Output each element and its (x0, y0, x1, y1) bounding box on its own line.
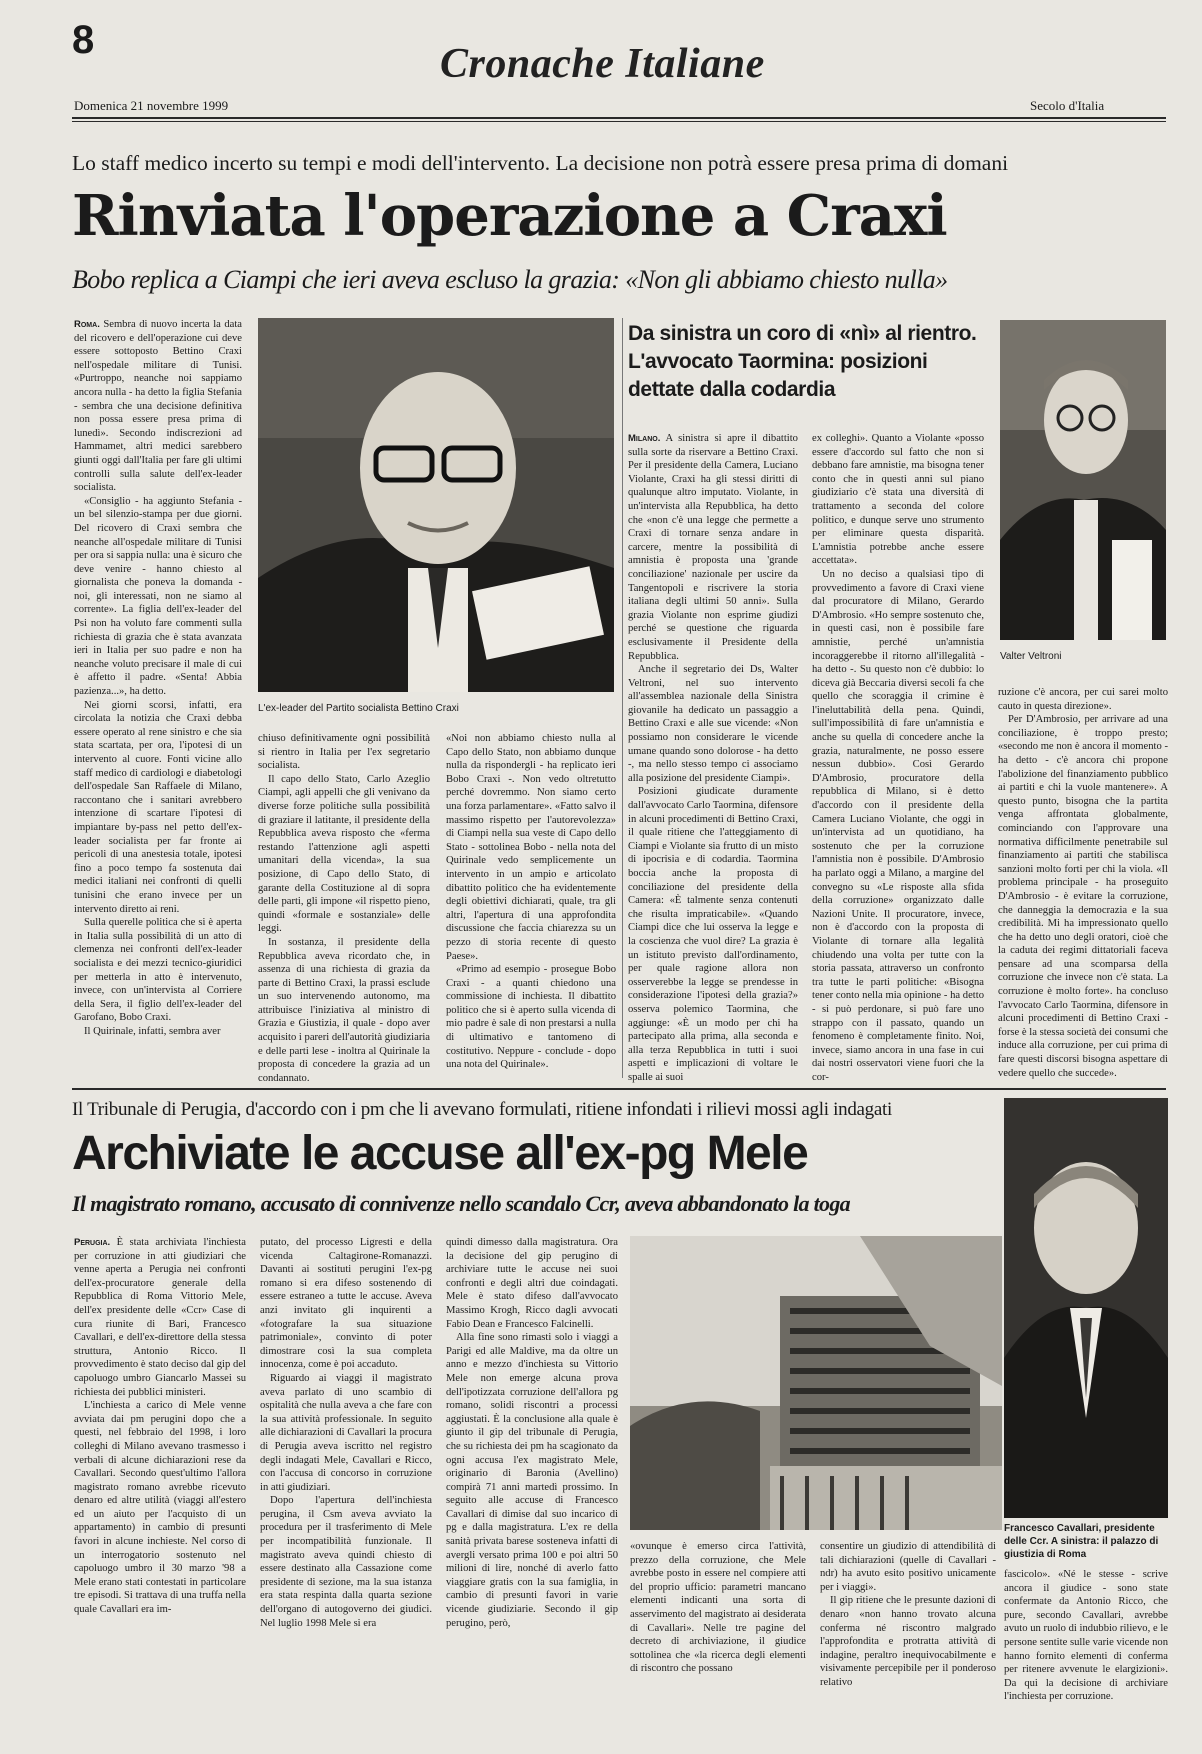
article3-subheadline: Il magistrato romano, accusato di connivenze nello scandalo Ccr, aveva abbandonato la toga (72, 1191, 850, 1216)
veltroni-photo (1000, 320, 1166, 640)
article1-headline: Rinviata l'operazione a Craxi (72, 183, 947, 249)
article1-col1-p2: «Consiglio - ha aggiunto Stefania - un bel silenzio-stampa per due giorni. Del ricovero di Craxi sembra che neanche all'ospedale militare di Tunisi per ora si sappia nulla: una è sicuro che deve venire - hanno chiesto al giornalista che poneva la domanda - noi, gli interessati, non ne siamo al corrente». La figlia dell'ex-leader del Psi non ha voluto fare commenti sulla richiesta di grazia che è stata avanzata ieri in Italia per suo padre e non ha neanche voluto precisare il male di cui è affetto il padre. «Senta! Abbia pazienza...», ha detto. (74, 495, 242, 698)
cavallari-portrait-image (1004, 1098, 1168, 1518)
article2-dateline: Milano. (628, 433, 661, 444)
section-title: Cronache Italiane (440, 41, 765, 87)
craxi-portrait-image (258, 318, 614, 692)
article1-col1-p3: Nei giorni scorsi, infatti, era circolata la notizia che Craxi debba essere operato al rene sinistro e che sia stata scartata, per ora, l'ipotesi di un intervento al cuore. Fonti vicine allo staff medico di cardiologi e diabetologi dell'ospedale San Raffaele di Milano, raccontano che i sanitari avrebbero intenzione di scartare l'ipotesi di impiantare by-pass nel petto dell'ex-leader socialista per far fronte ai pericoli di una anestesia totale, ipotesi fino a poco tempo fa sostenuta dai medici italiani nei confronti di quelli tunisini che erano invece per un intervento diretto ai reni. (74, 699, 242, 915)
article3-headline: Archiviate le accuse all'ex-pg Mele (72, 1127, 808, 1180)
column-divider (622, 318, 623, 1078)
veltroni-portrait-image (1000, 320, 1166, 640)
issue-date: Domenica 21 novembre 1999 (74, 98, 229, 113)
article2-column-2 (812, 432, 984, 1083)
craxi-photo-caption: L'ex-leader del Partito socialista Bettino Craxi (258, 703, 459, 714)
article2-headline: Da sinistra un coro di «nì» al rientro. L'avvocato Taormina: posizioni dettate dalla codardia (628, 322, 977, 401)
article3-col1-p1: È stata archiviata l'inchiesta per corruzione in atti giudiziari che venne aperta a Perugia nei confronti dell'ex-procuratore generale della Repubblica di Roma Vittorio Mele, dell'ex presidente delle «Ccr» Case di cura riunite di Bari, Francesco Cavallari, e dell'ex-direttore della stessa struttura, Antonio Ricco. Il provvedimento è stato deciso dal gip del capoluogo umbro Giancarlo Massei su richiesta dei pubblici ministeri. (74, 1237, 247, 1398)
article2-col1-p3: Posizioni giudicate duramente dall'avvocato Carlo Taormina, difensore in alcuni procedimenti di Bettino Craxi, il quale ritiene che l'atteggiamento di Ciampi e Violante sia frutto di un misto di ipocrisia e di codardia. Taormina boccia anche la proposta di conciliazione del presidente della Camera: «È talmente senza contenuti che risulta impraticabile». «Quando Ciampi dice che lui osserva la legge e la coscienza che vuol dire? La grazia è un istituto previsto dall'ordinamento, per quale ragione allora non osserverebbe la legge se prendesse in considerazione l'ipotesi della grazia?» osserva polemico Taormina, che aggiunge: «È un modo per chi ha partecipato alla prima, alla seconda e alla terza Repubblica in tutti i suoi aspetti e implicazioni di voltare le spalle ai suoi (628, 786, 798, 1083)
article3-col3-p2: Alla fine sono rimasti solo i viaggi a Parigi ed alle Maldive, ma da oltre un anno e mezzo d'inchiesta su Vittorio Mele non emerge alcuna prova dell'ipotizzata corruzione dell'allora pg romano, solidi riscontri a processi aggiustati. È la conclusione alla quale è giunto il gip del tribunale di Perugia, che su richiesta dei pm ha scagionato da ogni accusa l'ex magistrato Mele, originario di Baronia (Avellino) compirà 71 anni martedì prossimo. In seguito alle accuse di Francesco Cavallari di dimise dal suo incarico di pg e dalla magistratura. L'ex re della sanità privata barese sosteneva infatti di avergli versato prima 100 e poi altri 50 milioni di lire, nonché di averlo fatto viaggiare gratis con la sua famiglia, in cambio di presunti favori in varie vicende giudiziarie. Secondo il gip perugino, però, (446, 1332, 618, 1629)
article1-col1-p1: Sembra di nuovo incerta la data del ricovero e dell'operazione cui deve essere sottoposto Bettino Craxi nell'ospedale militare di Tunisi. «Purtroppo, neanche noi sappiamo ancora nulla - ha detto la figlia Stefania - sembra che una decisione definitiva non possa essere presa prima di lunedì». Secondo indiscrezioni ad Hammamet, altri medici sarebbero giunti oggi dall'Italia per fare gli ultimi controlli sulla salute dell'ex-leader socialista. (74, 319, 242, 494)
article2-col2-p1: ex colleghi». Quanto a Violante «posso essere d'accordo sul fatto che non si debbano fare amnistie, ma bisogna tener conto che in questi anni sul piano giudiziario c'è stata una diversità di trattamento a seconda del colore politico, e dunque serve uno strumento per eliminare questa disparità. L'amnistia potrebbe anche essere accettata». (812, 433, 984, 567)
article3-column-6 (1004, 1568, 1168, 1746)
article3-col2-p3: Dopo l'apertura dell'inchiesta perugina, il Csm aveva avviato la procedura per il trasferimento di Mele per incompatibilità funzionale. Il magistrato aveva quindi chiesto di essere destinato alla Cassazione come presidente di sezione, ma la sua istanza era stata respinta dalla quarta sezione dell'organo di autogoverno dei giudici. Nel luglio 1998 Mele si era (260, 1495, 432, 1629)
article1-col2-p1: chiuso definitivamente ogni possibilità si rientro in Italia per l'ex segretario socialista. (258, 733, 430, 772)
article3-column-2 (260, 1236, 432, 1746)
article1-column-1 (74, 318, 242, 1078)
article3-col2-p1: putato, del processo Ligresti e della vicenda Caltagirone-Romanazzi. Davanti ai sostituti perugini l'ex-pg romano si era difeso sostenendo di essere estraneo a tutte le accuse. Aveva anzi invitato gli inquirenti a «fotografare la sua situazione patrimoniale», convinto di poter dimostrare così la sua completa innocenza, come è poi accaduto. (260, 1237, 432, 1371)
article2-column-1 (628, 432, 798, 1083)
article2-col3-p2: Per D'Ambrosio, per arrivare ad una conciliazione, è troppo presto; «secondo me non è ancora il momento - ha detto - c'è ancora chi propone l'abolizione del finanziamento pubblico ai partiti e chi la vuole mantenere». A questo punto, bisogna che la partita venga affrontata globalmente, cominciando con l'approvare una normativa difficilmente penetrabile sul finanziamento ai partiti che stabilisca sanzioni molto forti per chi la viola. «Il problema principale - ha proseguito D'Ambrosio - è evitare la corruzione, che danneggia la democrazia e la sua credibilità. Mi ha impressionato quello che ha detto uno degli oratori, cioè che la caduta dei regimi dittatoriali faceva pensare ad una scomparsa della corruzione che invece non c'è stata. La corruzione è molto forte». ha concluso l'avvocato Carlo Taormina, difensore in alcuni procedimenti di Bettino Craxi - forse è la stessa società dei consumi che induce alla corruzione, per cui prima di fare questi discorsi bisogna aspettare di vedere quello che succede». (998, 714, 1168, 1079)
article2-column-3 (998, 686, 1168, 1078)
article3-column-3 (446, 1236, 618, 1746)
article1-col3-p2: «Primo ad esempio - prosegue Bobo Craxi - a quanti chiedono una commissione di inchiesta. Il dibattito politico che si è aperto sulla vicenda di mio padre è sale di non prestarsi a nulla di ultimativo e tantomeno di costitutivo. Neppure - conclude - dopo una nota del Quirinale». (446, 964, 616, 1071)
page-number: 8 (72, 18, 95, 62)
article3-column-4 (630, 1540, 806, 1746)
cavallari-photo-caption: Francesco Cavallari, presidente delle Ccr. A sinistra: il palazzo di giustizia di Roma (1004, 1523, 1159, 1560)
article3-col4-p1: «ovunque è emerso circa l'attività, prezzo della corruzione, che Mele avrebbe posto in essere nel compiere atti del proprio ufficio: parametri mancano elementi indicanti una sorta di asservimento del magistrato ai desiderata di Cavallari». Nelle tre pagine del decreto di archiviazione, il giudice sottolinea che «la ricerca degli elementi di riscontro che possano (630, 1541, 806, 1675)
article3-column-1 (74, 1236, 246, 1746)
article1-col1-p5: Il Quirinale, infatti, sembra aver (84, 1025, 221, 1037)
article1-column-3 (446, 732, 616, 1078)
newspaper-name: Secolo d'Italia (1030, 98, 1105, 113)
article2-col1-p2: Anche il segretario dei Ds, Walter Veltroni, nel suo intervento all'assemblea nazionale della Sinistra giovanile ha dedicato un passaggio a Bettino Craxi e alle sue vicende: «Non possiamo non considerare le vicende umane quando sono dolorose - ha detto -, ma nello stesso tempo ci associamo alla posizione del presidente Ciampi». (628, 664, 798, 784)
article3-kicker: Il Tribunale di Perugia, d'accordo con i pm che li avevano formulati, ritiene infondati i rilievi mossi agli indagati (72, 1099, 892, 1120)
article3-col5-p1: consentire un giudizio di attendibilità di tali dichiarazioni (quelle di Cavallari - ndr) ha avuto esito positivo unicamente per i viaggi». (820, 1541, 996, 1593)
masthead-rule (72, 117, 1166, 119)
article2-col1-p1: A sinistra si apre il dibattito sulla sorte da riservare a Bettino Craxi. Per il presidente della Camera, Luciano Violante, Craxi ha gli stessi diritti di qualunque altro imputato. Violante, in un'intervista alla Repubblica, ha detto che «non c'è una legge che permette a Craxi di tornare senza andare in carcere, mentre la possibilità di amnistia è proposta una 'grande conciliazione' nazionale per uscire da Tangentopoli e riscrivere la storia italiana degli ultimi 50 anni». Sulla grazia Violante non esprime giudizi perché se questione che riguarda esclusivamente il Presidente della Repubblica. (628, 433, 798, 662)
article3-col1-p2: L'inchiesta a carico di Mele venne avviata dai pm perugini dopo che a questi, nel febbraio del 1998, i loro colleghi di Milano avevano trasmesso i verbali di alcune dichiarazioni rese da Cavallari. Secondo quest'ultimo l'allora magistrato romano avrebbe ricevuto denaro ed altre utilità (viaggi all'estero ed un aiuto per l'acquisto di un appartamento) in cambio di presunti favori in alcune inchieste. Nel corso di un interrogatorio sostenuto nel capoluogo umbro il 30 marzo '98 a Mele erano stati contestati in particolare tre episodi. Si trattava di una truffa nella quale Cavallari era im- (74, 1400, 246, 1616)
palace-photo (630, 1236, 1002, 1530)
cavallari-photo (1004, 1098, 1168, 1518)
article2-col3-p1: ruzione c'è ancora, per cui sarei molto cauto in questa direzione». (998, 687, 1168, 712)
article1-col2-p3: In sostanza, il presidente della Repubblica aveva ricordato che, in assenza di una richiesta di grazia da parte di Bettino Craxi, la prassi esclude un suo intervenendo autonomo, ma attribuisce l'iniziativa al ministro di Grazia e Giustizia, il quale - dopo aver acquisito i pareri dell'autorità giudiziaria e delle parti lese - inoltra al Quirinale la proposta di concedere la grazia ad un condannato. (258, 936, 430, 1084)
article1-dateline: Roma. (74, 319, 100, 330)
veltroni-photo-caption: Valter Veltroni (1000, 651, 1062, 662)
article3-col2-p2: Riguardo ai viaggi il magistrato aveva parlato di uno scambio di ospitalità che nulla aveva a che fare con la sua attività professionale. In seguito alle dichiarazioni di Cavallari la procura di Perugia aveva iscritto nel registro degli indagati Mele, Cavallari e Ricco, con l'accusa di concorso in corruzione in atti giudiziari. (260, 1372, 432, 1493)
article2-col2-p2: Un no deciso a qualsiasi tipo di provvedimento a favore di Craxi viene dal procuratore di Milano, Gerardo D'Ambrosio. «Ho sempre sostenuto che, in questi casi, non è possibile fare amnistie, perché un'amnistia incoraggerebbe il ritorno all'illegalità - ha detto -. Su questo non c'è dubbio: lo diceva già Beccaria diversi secoli fa che quello che scoraggia il crimine è l'ineluttabilità della pena. Quindi, sull'impossibilità di fare un'amnistia e anche su quella di concedere anche la grazia, naturalmente, ne posso essere nessun dubbio». Così Gerardo D'Ambrosio, procuratore della repubblica di Milano, si è detto d'accordo con il presidente della Camera Luciano Violante, che oggi in un'intervista ad un quotidiano, ha sostenuto che per la corruzione l'amnistia non è possibile. D'Ambrosio ha parlato oggi a Milano, a margine del convegno su «Le risposte alla sfida della corruzione» organizzato dalle Nazioni Unite. Il procuratore, invece, non è d'accordo con la proposta di Violante di tornare alla legalità chiudendo una volta per tutte con la storia passata, attraverso un confronto tra tutte le parti politiche: «Bisogna tener conto nella mia opinione - ha detto - si può perdonare, si può fare uno strappo con il passato, quando un fenomeno è completamente finito. Noi, invece, siamo ancora in una fase in cui dai nostri osservatori viene fuori che la cor- (812, 568, 984, 1083)
article1-col1-p4: Sulla querelle politica che si è aperta in Italia sulla possibilità di un atto di clemenza nei confronti dell'ex-leader socialista e dei mezzi tecnico-giuridici per metterla in atto è intervenuto, invece, con un'intervista al Corriere della Sera, il figlio dell'ex-leader del Garofano, Bobo Craxi. (74, 917, 242, 1024)
article1-col2-p2: Il capo dello Stato, Carlo Azeglio Ciampi, agli appelli che gli venivano da diverse forze politiche sulla possibilità di graziare il latitante, il presidente della Repubblica aveva risposto che «ferma restando l'attenzione agli aspetti umanitari della vicenda», la sua posizione, di Capo dello Stato, di garante della Costituzione al di sopra delle parti, gli impone «il rispetto pieno, quindi «formale e sostanziale» delle leggi. (258, 773, 430, 935)
masthead-rule-thin (72, 121, 1166, 122)
article3-col3-p1: quindi dimesso dalla magistratura. Ora la decisione del gip perugino di archiviare tutte le accuse nei suoi confronti e degli altri due coindagati. Mele è stato difeso dall'avvocato Massimo Krogh, Ricco dagli avvocati Fabio Dean e Francesco Falcinelli. (446, 1237, 618, 1330)
article1-column-2 (258, 732, 430, 1084)
article3-col6-p1: fascicolo». «Né le stesse - scrive ancora il giudice - sono state confermate da Antonio Ricco, che pure, secondo Cavallari, avrebbe avuto un ruolo di indubbio rilievo, e le persone sentite sulle varie vicende non hanno fornito elementi di conferma per ritenere avvenute le elargizioni». Da qui la decisione di archiviare l'inchiesta per corruzione. (1004, 1569, 1168, 1703)
article1-col3-p1: «Noi non abbiamo chiesto nulla al Capo dello Stato, non abbiamo dunque nulla da rispondergli - ha replicato ieri Bobo Craxi -. Non vedo oltretutto perché dovremmo. Non siamo certo una forza parlamentare». «Fatto salvo il massimo rispetto per l'autorevolezza» di Ciampi nella sua veste di Capo dello Stato - sottolinea Bobo - nella nota del Quirinale vedo semplicemente un intervento in un ampio e articolato dibattito politico che ha evidentemente degli obiettivi dichiarati, quale, tra gli altri, l'apertura di una approfondita discussione che faccia chiarezza su un pezzo di storia recente di questo Paese». (446, 733, 616, 962)
article3-col5-p2: Il gip ritiene che le presunte dazioni di denaro «non hanno trovato alcuna conferma né riscontro malgrado l'approfondita e protratta attività di indagine, peraltro inequivocabilmente e visivamente percepibile per il ponderoso relativo (820, 1595, 996, 1688)
palace-image (630, 1236, 1002, 1530)
article1-kicker: Lo staff medico incerto su tempi e modi dell'intervento. La decisione non potrà essere presa prima di domani (72, 151, 1009, 175)
article3-dateline: Perugia. (74, 1237, 111, 1248)
section-divider (72, 1088, 1166, 1090)
craxi-photo (258, 318, 614, 692)
article1-subheadline: Bobo replica a Ciampi che ieri aveva escluso la grazia: «Non gli abbiamo chiesto nulla» (72, 265, 948, 294)
article3-column-5 (820, 1540, 996, 1746)
